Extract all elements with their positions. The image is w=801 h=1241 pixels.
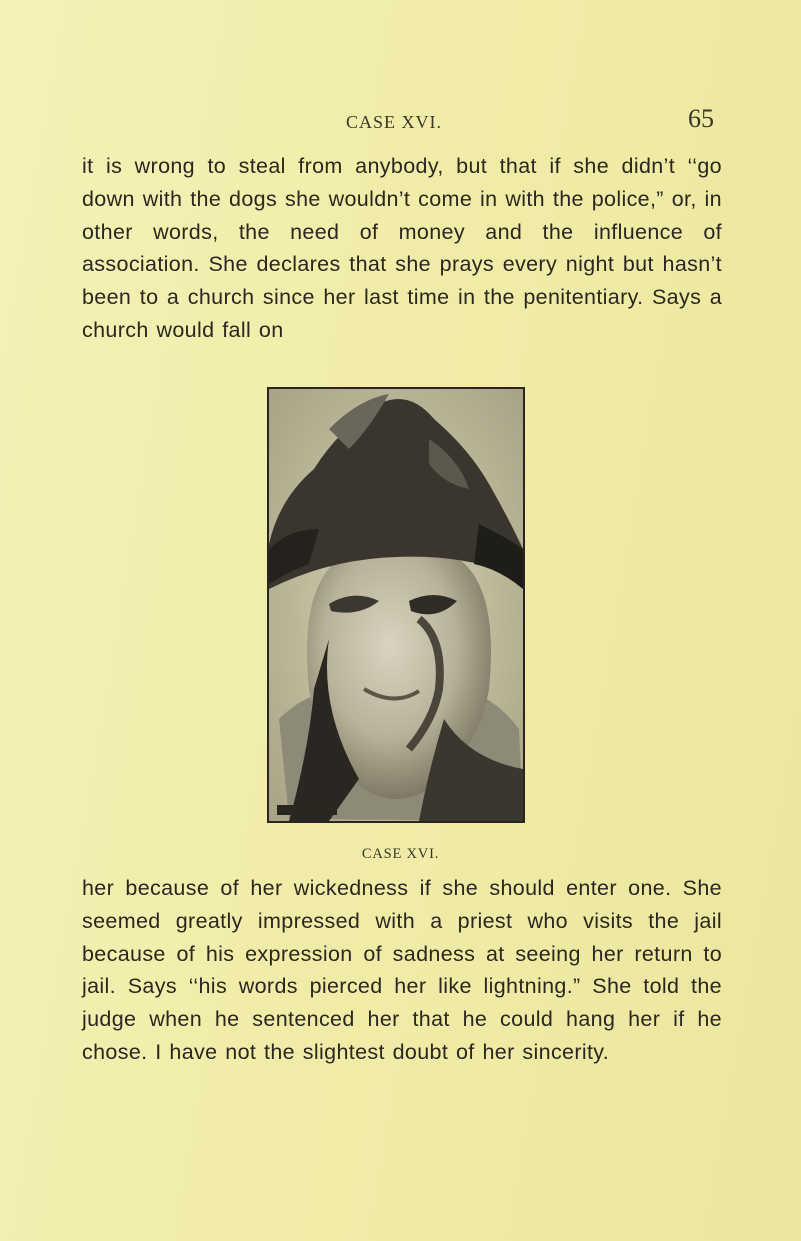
portrait-photograph [267,387,525,823]
paragraph-bottom: her because of her wickedness if she should enter one. She seemed greatly impressed with a priest who visits the jail because of his expression of sadness at seeing her return to jail. Says ‘‘his words pierced her like lightning.” She told the judge when he sentenced her that he could hang her if he chose. I have not the slightest doubt of her sincerity. [82,876,722,1064]
paragraph-top: it is wrong to steal from anybody, but that if she didn’t ‘‘go down with the dogs she wouldn’t come in with the police,” or, in other words, the need of money and the influence of association. She declares that she prays every night but hasn’t been to a church since her last time in the penitentiary. Says a church would fall on [82,154,722,342]
page-number: 65 [688,104,714,133]
portrait-image [269,389,523,821]
photographer-mark [277,805,337,815]
figure-caption: CASE XVI. [361,846,440,862]
running-head: CASE XVI. [346,112,443,132]
